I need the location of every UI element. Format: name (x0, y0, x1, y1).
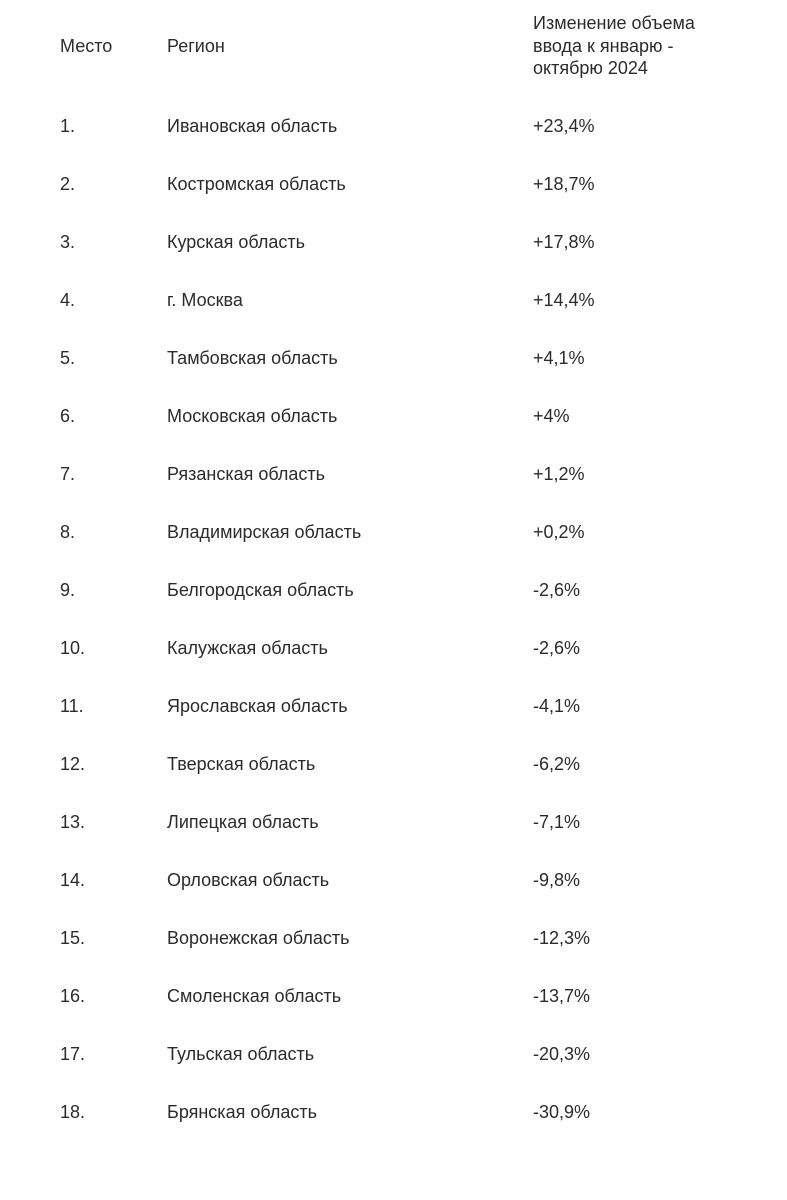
row-place: 15. (60, 928, 86, 948)
row-place: 5. (60, 348, 76, 368)
row-region: Московская область (167, 406, 338, 426)
row-region: Воронежская область (167, 928, 350, 948)
row-region: Смоленская область (167, 986, 342, 1006)
table-row (0, 694, 787, 752)
row-region: Тамбовская область (167, 348, 338, 368)
row-region: Белгородская область (167, 580, 354, 600)
row-region: Ивановская область (167, 116, 338, 136)
row-place: 8. (60, 522, 76, 542)
row-region: Костромская область (167, 174, 346, 194)
row-region: Рязанская область (167, 464, 326, 484)
table-row (0, 288, 787, 346)
row-change: -4,1% (533, 696, 581, 716)
row-place: 12. (60, 754, 86, 774)
row-region: Тверская область (167, 754, 316, 774)
row-change: +23,4% (533, 116, 595, 136)
row-region: г. Москва (167, 290, 243, 310)
row-region: Брянская область (167, 1102, 317, 1122)
row-place: 14. (60, 870, 86, 890)
row-change: -20,3% (533, 1044, 591, 1064)
header-place: Место (60, 36, 113, 56)
row-change: -6,2% (533, 754, 581, 774)
row-place: 16. (60, 986, 86, 1006)
row-place: 9. (60, 580, 76, 600)
row-change: +1,2% (533, 464, 585, 484)
row-change: -13,7% (533, 986, 591, 1006)
table-row (0, 172, 787, 230)
row-change: +4% (533, 406, 570, 426)
row-place: 10. (60, 638, 86, 658)
table-row (0, 114, 787, 172)
row-place: 11. (60, 696, 84, 716)
row-change: -7,1% (533, 812, 581, 832)
row-region: Владимирская область (167, 522, 362, 542)
row-change: +4,1% (533, 348, 585, 368)
row-change: +18,7% (533, 174, 595, 194)
row-change: +14,4% (533, 290, 595, 310)
row-region: Калужская область (167, 638, 328, 658)
row-region: Липецкая область (167, 812, 319, 832)
table-row (0, 520, 787, 578)
table-row (0, 1042, 787, 1100)
table-row (0, 578, 787, 636)
row-change: -2,6% (533, 580, 581, 600)
row-change: -12,3% (533, 928, 591, 948)
table-row (0, 404, 787, 462)
row-change: -9,8% (533, 870, 581, 890)
row-change: -30,9% (533, 1102, 591, 1122)
row-region: Тульская область (167, 1044, 315, 1064)
row-place: 3. (60, 232, 76, 252)
table-row (0, 1100, 787, 1158)
table-row (0, 346, 787, 404)
header-region: Регион (167, 36, 225, 56)
row-place: 2. (60, 174, 76, 194)
row-place: 7. (60, 464, 76, 484)
row-change: +0,2% (533, 522, 585, 542)
row-region: Ярославская область (167, 696, 348, 716)
table-row (0, 462, 787, 520)
row-region: Курская область (167, 232, 305, 252)
table-body (0, 114, 787, 1158)
table-row (0, 810, 787, 868)
table-row (0, 984, 787, 1042)
row-place: 4. (60, 290, 76, 310)
row-place: 18. (60, 1102, 86, 1122)
row-change: +17,8% (533, 232, 595, 252)
table-row (0, 926, 787, 984)
table-row (0, 752, 787, 810)
row-place: 1. (60, 116, 76, 136)
row-change: -2,6% (533, 638, 581, 658)
table-row (0, 868, 787, 926)
table-row (0, 230, 787, 288)
row-place: 17. (60, 1044, 86, 1064)
row-place: 6. (60, 406, 76, 426)
table-header (0, 12, 787, 82)
header-change: Изменение объема ввода к январю - октябрю 2024 (533, 13, 695, 78)
row-region: Орловская область (167, 870, 330, 890)
table-row (0, 636, 787, 694)
row-place: 13. (60, 812, 86, 832)
